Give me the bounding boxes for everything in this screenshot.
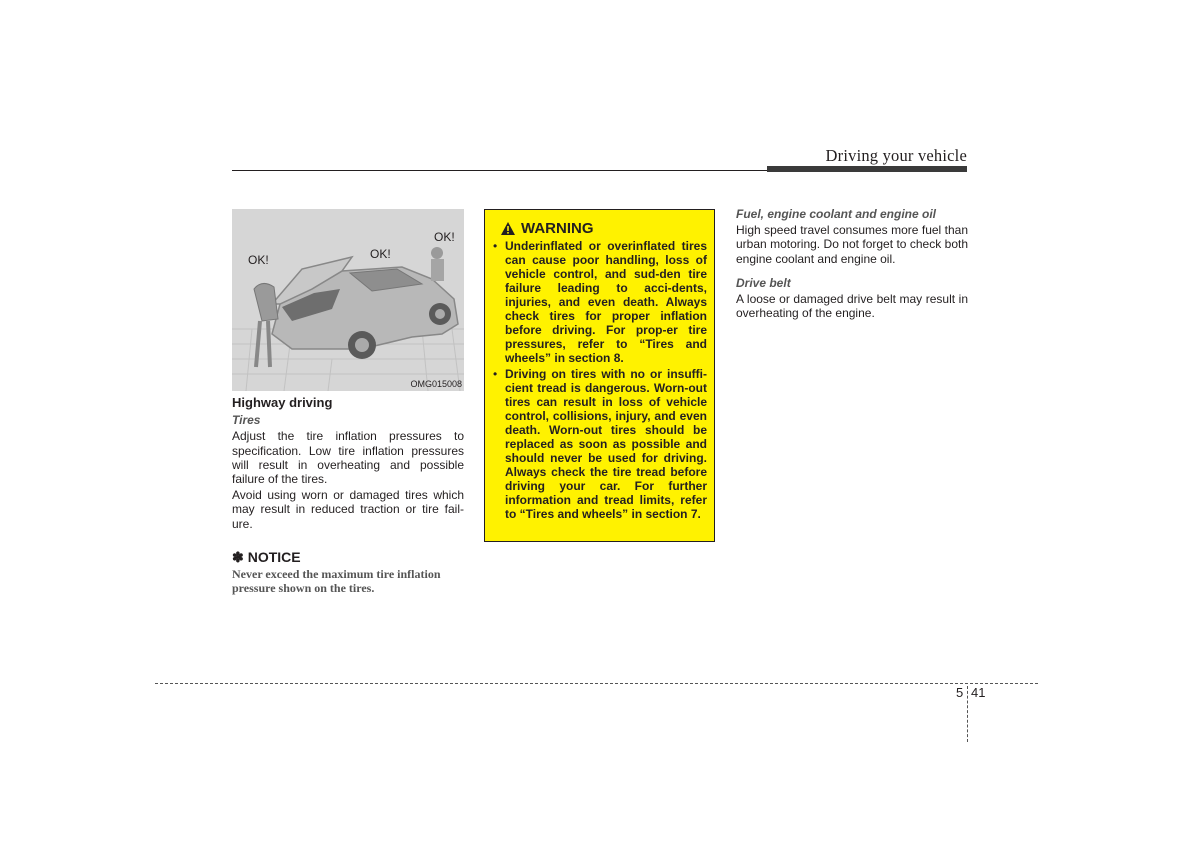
footer-divider <box>967 686 968 742</box>
subsection-title: Drive belt <box>736 275 791 290</box>
notice-heading <box>232 550 464 564</box>
notice-text: Never exceed the maximum tire inflation pressure shown on the tires. <box>232 567 441 596</box>
warning-item <box>493 239 707 365</box>
paragraph: High speed travel consumes more fuel than urban motoring. Do not forget to check both engine coolant and engine oil. <box>736 223 968 266</box>
notice-title: NOTICE <box>247 548 301 565</box>
warning-list <box>493 239 707 521</box>
page-number: 41 <box>971 685 986 700</box>
warning-item <box>493 367 707 521</box>
bullet-icon: • <box>493 367 498 381</box>
warning-item-text: Driving on tires with no or insuffi-cient tread is dangerous. Worn-out tires can result in loss of vehicle control, collisions, injury, and even death. Worn-out tires should be replaced as soon as possible and should never be used for driving. Always check the tire tread before driving your car. For further information and tread limits, refer to “Tires and wheels” in section 7. <box>505 367 707 521</box>
paragraph: Adjust the tire inflation pressures to specification. Low tire inflation pressures will result in overheating and possible failure of the tires. <box>232 429 464 487</box>
running-header: Driving your vehicle <box>825 146 967 165</box>
section-title: Highway driving <box>232 395 333 410</box>
header-block <box>767 166 967 172</box>
bullet-icon: • <box>493 239 498 253</box>
ok-label: OK! <box>370 247 391 261</box>
illustration-code: OMG015008 <box>410 379 462 389</box>
warning-heading <box>501 220 707 237</box>
paragraph: A loose or damaged drive belt may result in overheating of the engine. <box>736 292 968 321</box>
car-illustration-svg <box>232 209 464 391</box>
right-column <box>736 207 968 322</box>
warning-item-text: Underinflated or overinflated tires can cause poor handling, loss of vehicle control, and sud-den tire failure leading to acci-dents, injuries, and even death. Always check tires for proper inflation before driving. For prop-er tire pressures, refer to “Tires and wheels” in section 8. <box>505 239 707 365</box>
notice-star-icon: ✽ <box>232 548 244 565</box>
subsection-title: Fuel, engine coolant and engine oil <box>736 207 937 221</box>
ok-label: OK! <box>434 230 455 244</box>
section-number: 5 <box>956 685 964 700</box>
warning-box <box>484 209 715 542</box>
warning-triangle-icon <box>501 222 515 235</box>
paragraph: Avoid using worn or damaged tires which may result in reduced traction or tire fail-ure. <box>232 488 464 531</box>
warning-title: WARNING <box>521 220 594 237</box>
footer-rule <box>155 683 1038 684</box>
left-column <box>232 396 464 595</box>
car-inspection-illustration <box>232 209 464 391</box>
ok-label: OK! <box>248 253 269 267</box>
subsection-title: Tires <box>232 413 261 428</box>
